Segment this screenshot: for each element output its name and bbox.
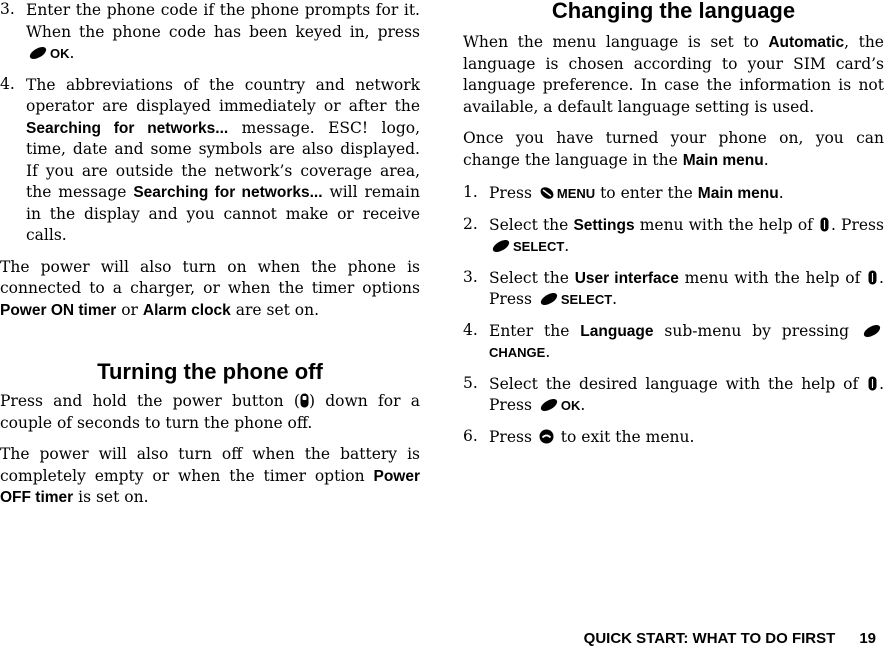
softkey-icon [491, 239, 511, 253]
menu-key-icon [539, 186, 555, 200]
paragraph: When the menu language is set to Automatic, the language is chosen according to your SIM card’s language preference. In case the information is not available, a default language setting is used. [463, 33, 884, 116]
left-column [0, 0, 420, 509]
softkey-icon [862, 324, 882, 338]
list-item: 4. The abbreviations of the country and network operator are displayed immediately or after the Searching for networks... message. ESC! logo, time, date and some symbols are also displayed. If you are outside the network’s coverage area, the message Searching for networks... will remain in the display and you cannot make or receive calls. [0, 74, 421, 244]
paragraph: Press and hold the power button ( ) down for a couple of seconds to turn the phone off. [0, 392, 420, 432]
key-label: OK [50, 46, 70, 61]
list-item: 1. Press MENU to enter the Main menu. [463, 183, 784, 202]
section-heading: Turning the phone off [97, 359, 323, 384]
list-item: 3. Enter the phone code if the phone prompts for it. When the phone code has been keyed in, press OK. [0, 0, 420, 62]
list-item: 5. Select the desired language with the help of . Press OK. [463, 373, 884, 414]
item-number: 3. [463, 267, 478, 286]
item-number: 6. [463, 426, 478, 445]
key-label: SELECT [560, 292, 613, 307]
item-number: 2. [463, 214, 478, 233]
right-column [463, 0, 884, 458]
item-number: 1. [463, 183, 478, 201]
bold-term: Language [580, 322, 654, 340]
bold-term: Automatic [768, 34, 845, 51]
key-label: CHANGE [489, 345, 546, 360]
scroll-key-icon [868, 270, 877, 285]
bold-term: Main menu [697, 185, 779, 202]
item-number: 4. [463, 320, 478, 339]
bold-term: Searching for networks... [133, 184, 323, 201]
softkey-icon [28, 46, 48, 60]
bold-term: Power OFF timer [0, 467, 420, 506]
key-label: SELECT [513, 239, 565, 254]
page-number: 19 [859, 630, 876, 647]
scroll-key-icon [820, 217, 829, 232]
page-footer [584, 630, 876, 647]
item-number: 4. [0, 74, 15, 93]
bold-term: Main menu [682, 151, 764, 169]
section-heading: Changing the language [551, 0, 796, 23]
footer-section-title: QUICK START: WHAT TO DO FIRST [583, 630, 836, 647]
bold-term: Searching for networks... [26, 119, 229, 137]
list-item: 4. Enter the Language sub-menu by pressing CHANGE. [463, 321, 884, 364]
paragraph: The power will also turn off when the battery is completely empty or when the timer option Power OFF timer is set on. [0, 445, 420, 506]
item-number: 3. [0, 0, 15, 18]
scroll-key-icon [868, 376, 877, 391]
paragraph: Once you have turned your phone on, you can change the language in the Main menu. [463, 129, 884, 169]
bold-term: Power ON timer [0, 301, 117, 319]
bold-term: Settings [573, 216, 635, 234]
list-item: 6. Press to exit the menu. [463, 426, 695, 446]
power-button-icon [300, 393, 309, 408]
bold-term: User interface [574, 269, 679, 287]
item-text: Enter the phone code if the phone prompts for it. When the phone code has been keyed in, press [26, 1, 420, 41]
softkey-icon [539, 292, 559, 306]
item-number: 5. [463, 373, 478, 392]
end-key-icon [539, 429, 554, 444]
paragraph: The power will also turn on when the phone is connected to a charger, or when the timer options Power ON timer or Alarm clock are set on. [0, 257, 420, 319]
list-item: 3. Select the User interface menu with the help of . Press SELECT. [463, 267, 884, 308]
key-label: OK [560, 398, 581, 413]
softkey-icon [539, 398, 559, 412]
bold-term: Alarm clock [142, 301, 231, 319]
key-label: MENU [556, 186, 596, 201]
list-item: 2. Select the Settings menu with the help of . Press SELECT. [463, 214, 884, 255]
